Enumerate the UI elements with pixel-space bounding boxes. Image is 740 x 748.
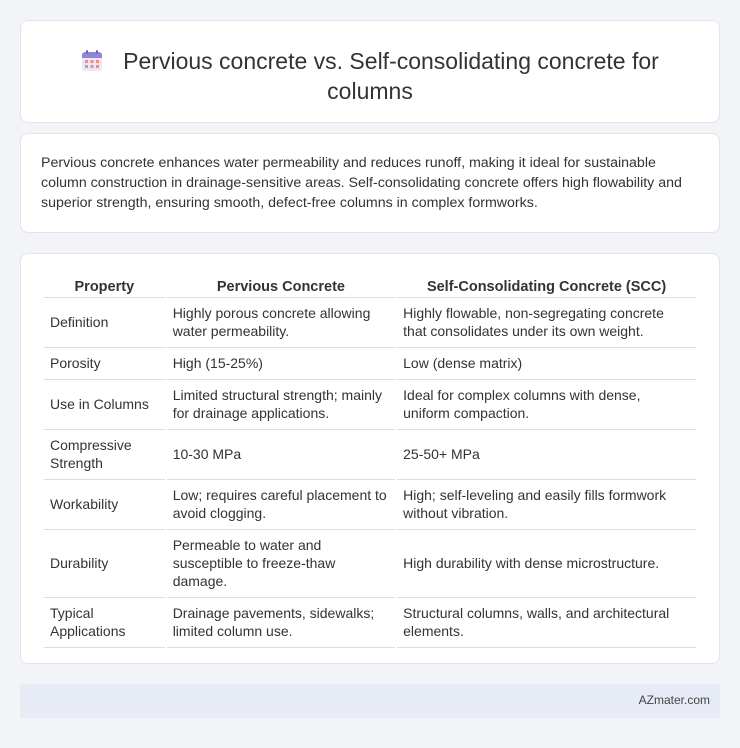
row-property: Typical Applications	[44, 598, 165, 648]
row-property: Compressive Strength	[44, 430, 165, 480]
header-pervious: Pervious Concrete	[167, 273, 395, 298]
row-property: Workability	[44, 480, 165, 530]
row-scc: Ideal for complex columns with dense, uniform compaction.	[397, 380, 696, 430]
table-card	[20, 253, 720, 664]
header-scc: Self-Consolidating Concrete (SCC)	[397, 273, 696, 298]
row-pervious: High (15-25%)	[167, 348, 395, 380]
row-pervious: Limited structural strength; mainly for drainage applications.	[167, 380, 395, 430]
table-row	[44, 430, 696, 480]
row-scc: Low (dense matrix)	[397, 348, 696, 380]
table-row	[44, 380, 696, 430]
page-title-wrap	[21, 46, 719, 106]
footer-brand-link[interactable]: AZmater.com	[638, 693, 710, 707]
row-scc: Highly flowable, non-segregating concrete that consolidates under its own weight.	[397, 298, 696, 348]
row-property: Definition	[44, 298, 165, 348]
row-pervious: Low; requires careful placement to avoid clogging.	[167, 480, 395, 530]
comparison-table	[42, 273, 698, 648]
table-header-row	[44, 273, 696, 298]
table-row	[44, 598, 696, 648]
row-pervious: Drainage pavements, sidewalks; limited column use.	[167, 598, 395, 648]
footer-bar	[20, 684, 720, 718]
row-scc: High durability with dense microstructure.	[397, 530, 696, 598]
row-pervious: 10-30 MPa	[167, 430, 395, 480]
row-property: Durability	[44, 530, 165, 598]
table-row	[44, 298, 696, 348]
row-pervious: Permeable to water and susceptible to freeze-thaw damage.	[167, 530, 395, 598]
row-property: Use in Columns	[44, 380, 165, 430]
row-pervious: Highly porous concrete allowing water permeability.	[167, 298, 395, 348]
intro-card	[20, 133, 720, 233]
intro-paragraph: Pervious concrete enhances water permeability and reduces runoff, making it ideal for sustainable column construction in drainage-sensitive areas. Self-consolidating concrete offers high flowability and superior strength, ensuring smooth, defect-free columns in complex formworks.	[41, 155, 682, 211]
row-property: Porosity	[44, 348, 165, 380]
table-row	[44, 348, 696, 380]
calendar-icon	[81, 50, 103, 72]
row-scc: 25-50+ MPa	[397, 430, 696, 480]
table-row	[44, 530, 696, 598]
title-card	[20, 20, 720, 123]
row-scc: Structural columns, walls, and architectural elements.	[397, 598, 696, 648]
header-property: Property	[44, 273, 165, 298]
row-scc: High; self-leveling and easily fills formwork without vibration.	[397, 480, 696, 530]
table-row	[44, 480, 696, 530]
page-title: Pervious concrete vs. Self-consolidating concrete for columns	[123, 48, 659, 104]
